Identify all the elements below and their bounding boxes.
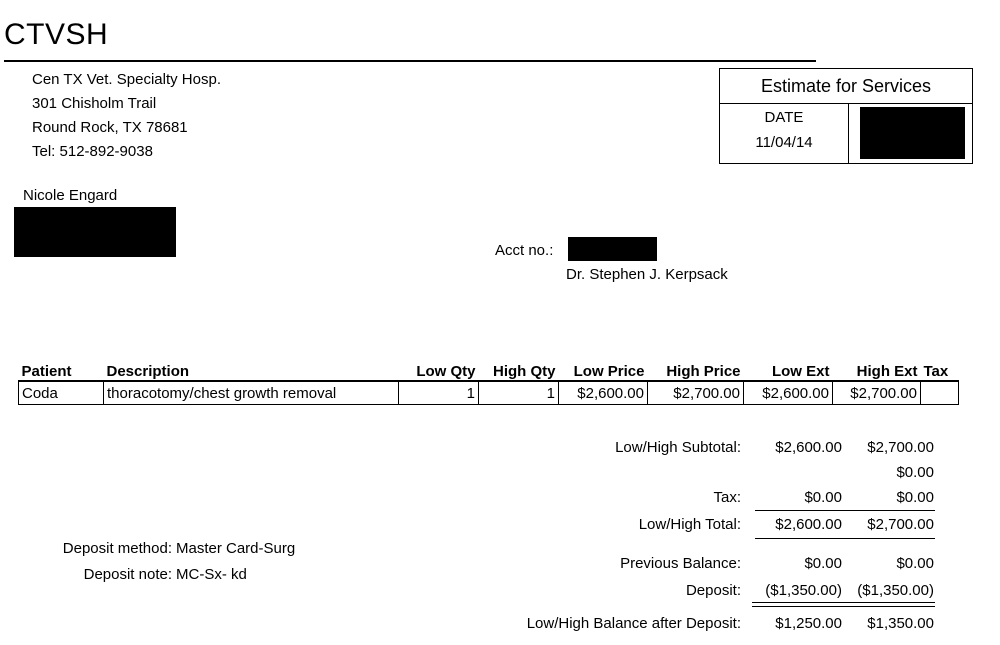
col-header-tax: Tax (921, 362, 959, 381)
balance-double-rule (752, 602, 935, 607)
extra-row (0, 464, 1000, 484)
deposit-note-label: Deposit note: (83, 566, 172, 583)
previous-balance-low: $0.00 (804, 555, 842, 572)
total-low: $2,600.00 (775, 516, 842, 533)
col-header-low-ext: Low Ext (744, 362, 833, 381)
redacted-client-address (14, 207, 176, 257)
previous-balance-high: $0.00 (896, 555, 934, 572)
total-label: Low/High Total: (638, 516, 741, 533)
clinic-logo-text: CTVSH (4, 18, 109, 51)
previous-balance-label: Previous Balance: (620, 555, 741, 572)
deposit-method-value: Master Card-Surg (176, 540, 296, 557)
tax-low: $0.00 (804, 489, 842, 506)
subtotal-low: $2,600.00 (775, 439, 842, 456)
cell-high-price: $2,700.00 (648, 381, 744, 405)
balance-label: Low/High Balance after Deposit: (526, 615, 741, 632)
deposit-label: Deposit: (685, 582, 741, 599)
redacted-estimate-number (860, 107, 965, 159)
deposit-method-row (0, 540, 1000, 560)
deposit-note-row (0, 566, 1000, 586)
table-header-row (19, 362, 959, 381)
clinic-address (32, 68, 221, 164)
account-label: Acct no.: (495, 242, 554, 259)
deposit-high: ($1,350.00) (857, 582, 934, 599)
subtotal-label: Low/High Subtotal: (615, 439, 741, 456)
col-header-patient: Patient (19, 362, 104, 381)
doctor-name: Dr. Stephen J. Kerpsack (566, 266, 728, 283)
deposit-note-value: MC-Sx- kd (176, 566, 247, 583)
clinic-street: 301 Chisholm Trail (32, 95, 157, 112)
cell-tax (921, 381, 959, 405)
balance-high: $1,350.00 (867, 615, 934, 632)
date-label: DATE (764, 109, 804, 126)
col-header-low-qty: Low Qty (399, 362, 479, 381)
client-name: Nicole Engard (23, 187, 118, 204)
date-value: 11/04/14 (755, 134, 813, 151)
cell-low-ext: $2,600.00 (744, 381, 833, 405)
estimate-title: Estimate for Services (720, 69, 972, 104)
subtotal-high: $2,700.00 (867, 439, 934, 456)
deposit-low: ($1,350.00) (765, 582, 842, 599)
tax-label: Tax: (713, 489, 741, 506)
balance-row (0, 615, 1000, 635)
tax-high: $0.00 (896, 489, 934, 506)
col-header-description: Description (104, 362, 399, 381)
cell-high-ext: $2,700.00 (833, 381, 921, 405)
subtotal-row (0, 439, 1000, 459)
cell-low-price: $2,600.00 (559, 381, 648, 405)
total-underline (755, 538, 935, 539)
cell-description: thoracotomy/chest growth removal (104, 381, 399, 405)
redacted-account-number (568, 237, 657, 261)
cell-high-qty: 1 (479, 381, 559, 405)
col-header-high-qty: High Qty (479, 362, 559, 381)
balance-low: $1,250.00 (775, 615, 842, 632)
cell-low-qty: 1 (399, 381, 479, 405)
clinic-city: Round Rock, TX 78681 (32, 119, 188, 136)
cell-patient: Coda (19, 381, 104, 405)
table-row (19, 381, 959, 405)
col-header-low-price: Low Price (559, 362, 648, 381)
col-header-high-ext: High Ext (833, 362, 921, 381)
total-high: $2,700.00 (867, 516, 934, 533)
clinic-name: Cen TX Vet. Specialty Hosp. (32, 71, 221, 88)
estimate-box (719, 68, 973, 164)
deposit-method-label: Deposit method: (62, 540, 172, 557)
total-row (0, 516, 1000, 536)
tax-row (0, 489, 1000, 509)
date-cell (720, 103, 849, 163)
total-rule (755, 510, 935, 511)
clinic-phone: Tel: 512-892-9038 (32, 143, 153, 160)
line-items-table (18, 362, 959, 405)
header-divider (4, 60, 816, 62)
col-header-high-price: High Price (648, 362, 744, 381)
extra-high: $0.00 (896, 464, 934, 481)
